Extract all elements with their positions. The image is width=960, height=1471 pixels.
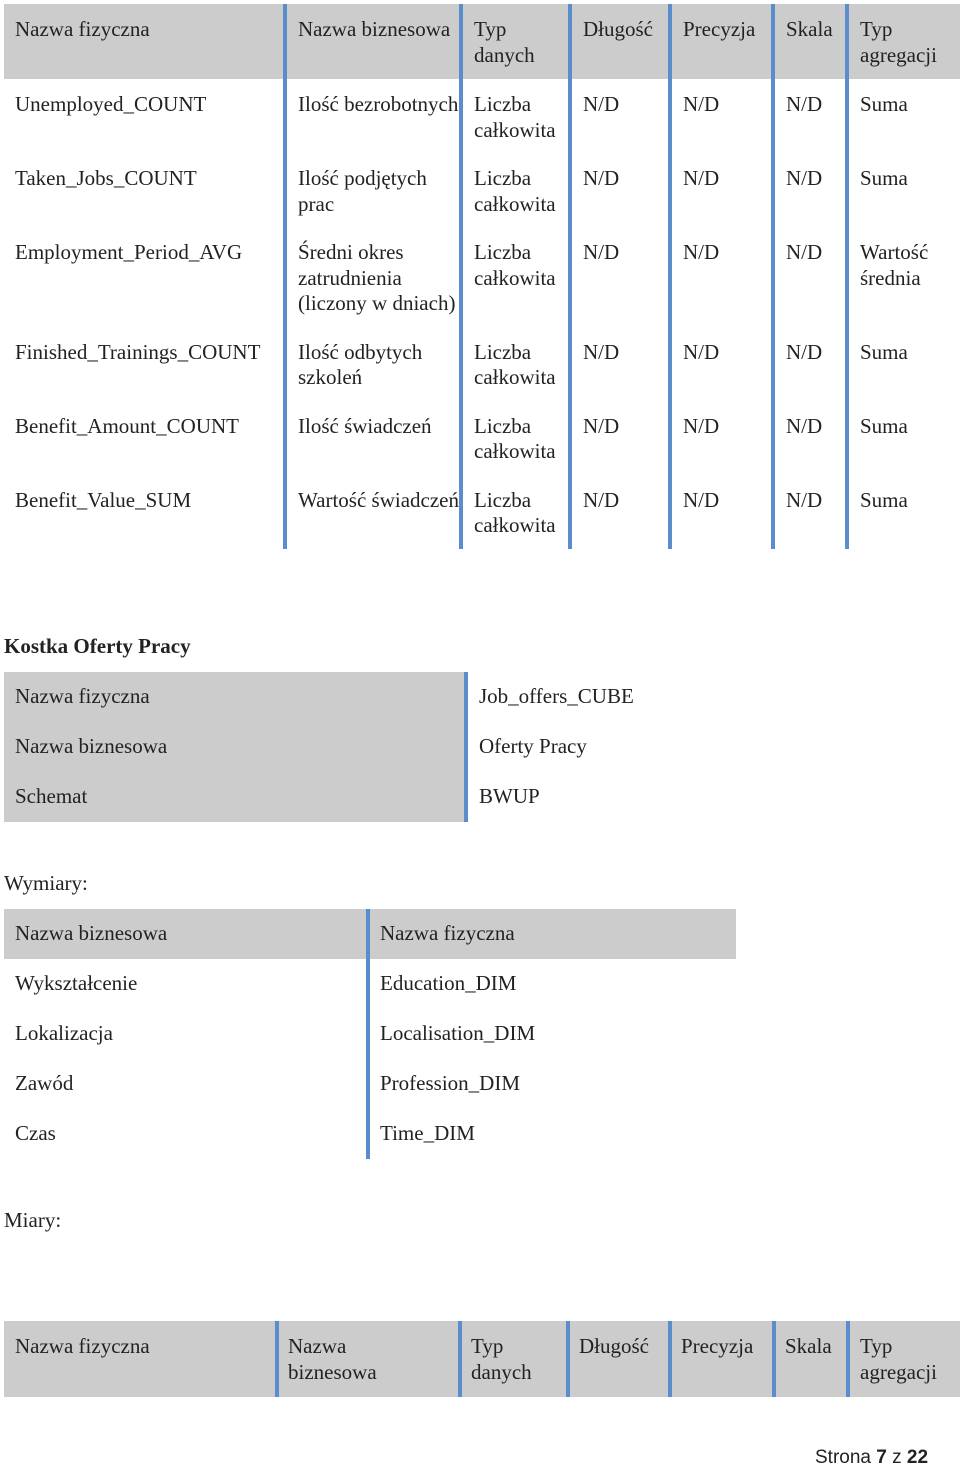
header-data-type: Typ danych xyxy=(463,4,572,79)
cell-precision: N/D xyxy=(683,487,720,512)
column-divider xyxy=(845,4,849,549)
dimensions-header-business-name: Nazwa biznesowa xyxy=(15,921,168,945)
dimension-physical-name: Profession_DIM xyxy=(380,1071,520,1095)
cell-precision: N/D xyxy=(683,413,720,438)
cell-data-type: Liczba całkowita xyxy=(474,240,556,290)
header-physical-name: Nazwa fizyczna xyxy=(4,4,287,79)
bottom-header-precision: Precyzja xyxy=(681,1334,754,1358)
dimensions-section-title: Wymiary: xyxy=(4,871,88,895)
dimensions-divider xyxy=(366,909,370,1159)
cell-data-type: Liczba całkowita xyxy=(474,339,556,389)
table-row xyxy=(4,401,960,475)
header-business-name: Nazwa biznesowa xyxy=(287,4,463,79)
cell-data-type: Liczba całkowita xyxy=(474,92,556,142)
cell-length: N/D xyxy=(583,487,620,512)
cell-length: N/D xyxy=(583,92,620,116)
column-divider xyxy=(568,4,572,549)
dimension-physical-name: Localisation_DIM xyxy=(380,1021,536,1045)
bottom-column-divider xyxy=(846,1321,850,1397)
cell-physical-name: Finished_Trainings_COUNT xyxy=(15,339,261,364)
cell-physical-name: Unemployed_COUNT xyxy=(15,92,207,116)
cell-length: N/D xyxy=(583,240,620,264)
dimension-business-name: Czas xyxy=(15,1121,56,1145)
measures-section-title: Miary: xyxy=(4,1208,62,1232)
page-separator: z xyxy=(892,1447,902,1468)
cell-length: N/D xyxy=(583,166,620,190)
cell-data-type: Liczba całkowita xyxy=(474,166,556,216)
page-number xyxy=(815,1445,928,1471)
bottom-column-divider xyxy=(668,1321,672,1397)
cell-aggregation-type: Suma xyxy=(860,339,908,364)
dimension-business-name: Lokalizacja xyxy=(15,1021,113,1045)
dimension-physical-name: Education_DIM xyxy=(380,971,517,995)
table-row xyxy=(4,327,960,401)
cube-value-physical-name: Job_offers_CUBE xyxy=(479,684,634,708)
table-row xyxy=(4,227,960,327)
cell-precision: N/D xyxy=(683,240,720,264)
table-row xyxy=(4,475,960,549)
bottom-header-physical-name: Nazwa fizyczna xyxy=(15,1334,150,1358)
cell-data-type: Liczba całkowita xyxy=(474,413,556,463)
column-divider xyxy=(459,4,463,549)
cube-label-schema: Schemat xyxy=(15,784,88,808)
measures-table xyxy=(4,4,960,549)
column-divider xyxy=(668,4,672,549)
bottom-header-scale: Skala xyxy=(785,1334,832,1358)
table-row xyxy=(4,79,960,153)
cell-business-name: Ilość podjętych prac xyxy=(298,166,427,216)
dimension-physical-name: Time_DIM xyxy=(380,1121,475,1145)
header-precision: Precyzja xyxy=(672,4,775,79)
page-prefix: Strona xyxy=(815,1447,871,1468)
dimension-business-name: Zawód xyxy=(15,1071,74,1095)
cell-physical-name: Benefit_Value_SUM xyxy=(15,487,192,512)
cube-label-business-name: Nazwa biznesowa xyxy=(15,734,168,758)
cube-label-physical-name: Nazwa fizyczna xyxy=(15,684,150,708)
cube-value-schema: BWUP xyxy=(479,784,540,808)
cell-business-name: Wartość świadczeń xyxy=(298,487,459,512)
cell-aggregation-type: Suma xyxy=(860,166,908,190)
bottom-header-data-type: Typ danych xyxy=(471,1334,532,1384)
cell-precision: N/D xyxy=(683,92,720,116)
cell-scale: N/D xyxy=(786,92,823,116)
page-current: 7 xyxy=(876,1447,887,1468)
bottom-header-length: Długość xyxy=(579,1334,649,1358)
header-length: Długość xyxy=(572,4,672,79)
cell-physical-name: Taken_Jobs_COUNT xyxy=(15,166,197,190)
bottom-column-divider xyxy=(458,1321,462,1397)
measures-header-row xyxy=(4,4,960,79)
page-total: 22 xyxy=(906,1447,929,1468)
cell-scale: N/D xyxy=(786,413,823,438)
bottom-column-divider xyxy=(275,1321,279,1397)
table-row xyxy=(4,153,960,227)
cell-business-name: Ilość odbytych szkoleń xyxy=(298,339,423,389)
cell-length: N/D xyxy=(583,413,620,438)
bottom-column-divider xyxy=(566,1321,570,1397)
bottom-column-divider xyxy=(772,1321,776,1397)
cell-business-name: Średni okres zatrudnienia (liczony w dniach) xyxy=(298,240,456,315)
column-divider xyxy=(771,4,775,549)
bottom-header-business-name: Nazwa biznesowa xyxy=(288,1334,377,1384)
bottom-header-aggregation-type: Typ agregacji xyxy=(860,1334,937,1384)
cell-scale: N/D xyxy=(786,240,823,264)
cell-business-name: Ilość bezrobotnych xyxy=(298,92,459,116)
cell-aggregation-type: Suma xyxy=(860,413,908,438)
cell-physical-name: Benefit_Amount_COUNT xyxy=(15,413,239,438)
cube-divider xyxy=(464,672,468,822)
dimension-business-name: Wykształcenie xyxy=(15,971,138,995)
cell-precision: N/D xyxy=(683,166,720,190)
cell-physical-name: Employment_Period_AVG xyxy=(15,240,243,264)
cell-scale: N/D xyxy=(786,487,823,512)
cube-section-title: Kostka Oferty Pracy xyxy=(4,634,191,658)
cell-scale: N/D xyxy=(786,166,823,190)
cell-aggregation-type: Wartość średnia xyxy=(860,240,929,290)
cell-precision: N/D xyxy=(683,339,720,364)
cell-length: N/D xyxy=(583,339,620,364)
column-divider xyxy=(283,4,287,549)
cell-scale: N/D xyxy=(786,339,823,364)
header-aggregation-type: Typ agregacji xyxy=(849,4,960,79)
cell-aggregation-type: Suma xyxy=(860,92,908,116)
cell-aggregation-type: Suma xyxy=(860,487,908,512)
header-scale: Skala xyxy=(775,4,849,79)
dimensions-header-physical-name: Nazwa fizyczna xyxy=(380,921,515,945)
cell-data-type: Liczba całkowita xyxy=(474,487,556,537)
cell-business-name: Ilość świadczeń xyxy=(298,413,432,438)
cube-value-business-name: Oferty Pracy xyxy=(479,734,587,758)
